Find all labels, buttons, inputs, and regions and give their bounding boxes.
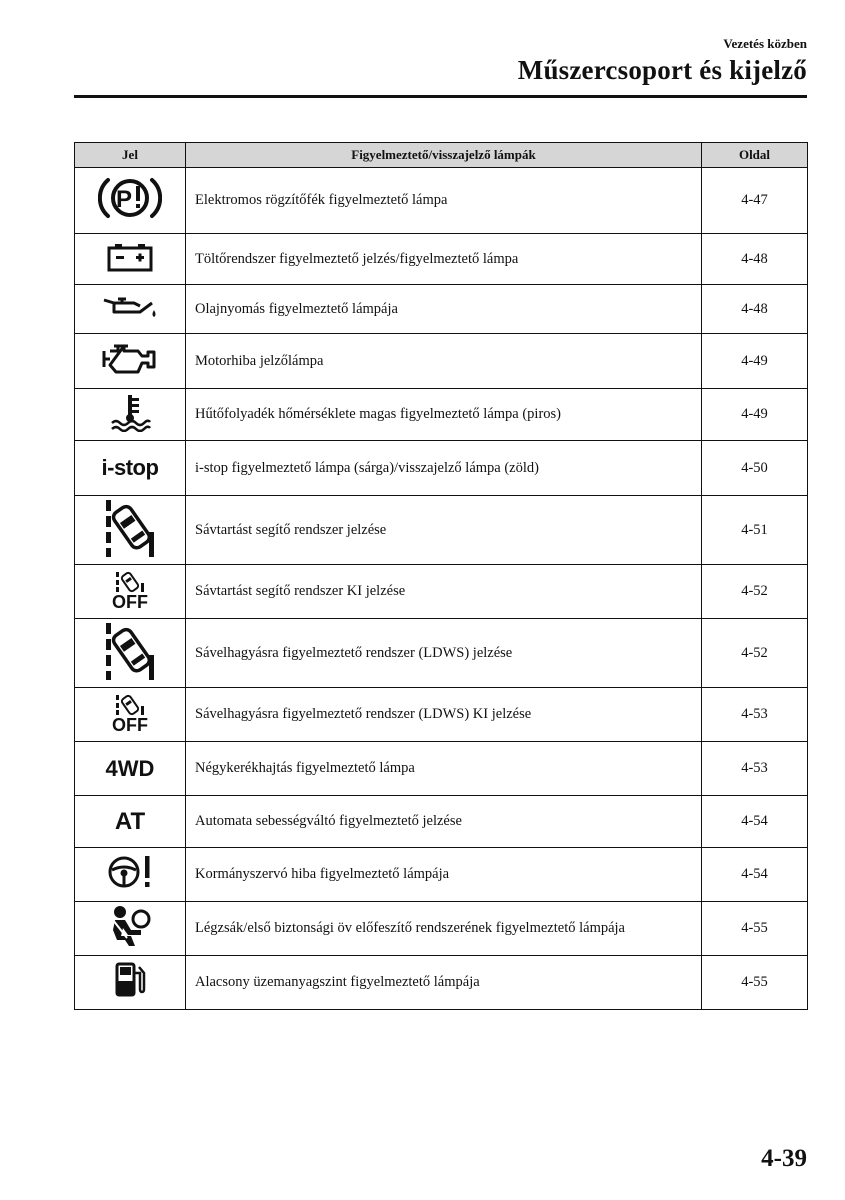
off-label: OFF — [112, 591, 148, 612]
description-cell: Négykerékhajtás figyelmeztető lámpa — [186, 742, 702, 796]
description-cell: Hűtőfolyadék hőmérséklete magas figyelmeztető lámpa (piros) — [186, 389, 702, 441]
page-reference: 4-49 — [702, 389, 808, 441]
symbol-cell — [75, 902, 186, 956]
description-cell: Sávelhagyásra figyelmeztető rendszer (LDWS) jelzése — [186, 619, 702, 688]
page-reference: 4-55 — [702, 956, 808, 1010]
section-header: Vezetés közben — [723, 36, 807, 51]
column-header-page: Oldal — [702, 143, 808, 168]
page-reference: 4-53 — [702, 742, 808, 796]
table-row — [75, 619, 808, 688]
symbol-cell — [75, 619, 186, 688]
battery-icon — [105, 241, 155, 273]
fuel-pump-icon — [112, 961, 148, 999]
engine-icon — [100, 341, 160, 377]
symbol-cell — [75, 848, 186, 902]
symbol-cell — [75, 389, 186, 441]
table-row — [75, 441, 808, 496]
table-row — [75, 168, 808, 234]
table-row — [75, 496, 808, 565]
table-row — [75, 565, 808, 619]
page-reference: 4-53 — [702, 688, 808, 742]
title-rule — [74, 95, 807, 98]
description-cell: Elektromos rögzítőfék figyelmeztető lámpa — [186, 168, 702, 234]
table-row — [75, 848, 808, 902]
i-stop-icon: i-stop — [101, 455, 159, 480]
symbol-cell — [75, 956, 186, 1010]
page-reference: 4-52 — [702, 619, 808, 688]
airbag-icon — [105, 904, 155, 948]
oil-can-icon — [100, 292, 160, 322]
page-reference: 4-50 — [702, 441, 808, 496]
symbol-cell — [75, 168, 186, 234]
symbol-cell — [75, 565, 186, 619]
4wd-icon: 4WD — [105, 755, 155, 781]
table-header-row — [75, 143, 808, 168]
table-row — [75, 334, 808, 389]
symbol-cell — [75, 234, 186, 285]
table-row — [75, 902, 808, 956]
table-row — [75, 742, 808, 796]
electric-parking-brake-icon — [98, 174, 162, 222]
lane-keep-assist-off-icon — [110, 571, 150, 611]
symbol-cell — [75, 796, 186, 848]
page-reference: 4-49 — [702, 334, 808, 389]
power-steering-icon — [106, 853, 154, 891]
page-reference: 4-55 — [702, 902, 808, 956]
lane-departure-warning-icon — [102, 621, 158, 681]
description-cell: Töltőrendszer figyelmeztető jelzés/figyelmeztető lámpa — [186, 234, 702, 285]
description-cell: Sávelhagyásra figyelmeztető rendszer (LDWS) KI jelzése — [186, 688, 702, 742]
symbol-cell — [75, 285, 186, 334]
page-reference: 4-48 — [702, 285, 808, 334]
table-row — [75, 688, 808, 742]
coolant-temperature-icon — [108, 392, 152, 432]
lane-keep-assist-icon — [102, 498, 158, 558]
off-label: OFF — [112, 714, 148, 735]
symbol-cell — [75, 496, 186, 565]
symbol-cell — [75, 334, 186, 389]
table-row — [75, 234, 808, 285]
column-header-symbol: Jel — [75, 143, 186, 168]
page-reference: 4-52 — [702, 565, 808, 619]
description-cell: Automata sebességváltó figyelmeztető jelzése — [186, 796, 702, 848]
at-icon: AT — [114, 807, 146, 835]
description-cell: Olajnyomás figyelmeztető lámpája — [186, 285, 702, 334]
warning-lights-table — [74, 142, 808, 1010]
symbol-cell — [75, 742, 186, 796]
description-cell: i-stop figyelmeztető lámpa (sárga)/visszajelző lámpa (zöld) — [186, 441, 702, 496]
page-reference: 4-48 — [702, 234, 808, 285]
table-row — [75, 389, 808, 441]
page-reference: 4-51 — [702, 496, 808, 565]
page-title: Műszercsoport és kijelző — [517, 55, 807, 85]
lane-departure-warning-off-icon — [110, 694, 150, 734]
column-header-description: Figyelmeztető/visszajelző lámpák — [186, 143, 702, 168]
table-row — [75, 796, 808, 848]
description-cell: Légzsák/első biztonsági öv előfeszítő rendszerének figyelmeztető lámpája — [186, 902, 702, 956]
description-cell: Kormányszervó hiba figyelmeztető lámpája — [186, 848, 702, 902]
description-cell: Sávtartást segítő rendszer KI jelzése — [186, 565, 702, 619]
page-reference: 4-54 — [702, 848, 808, 902]
page-number: 4-39 — [761, 1145, 807, 1172]
description-cell: Sávtartást segítő rendszer jelzése — [186, 496, 702, 565]
symbol-cell — [75, 441, 186, 496]
description-cell: Alacsony üzemanyagszint figyelmeztető lámpája — [186, 956, 702, 1010]
svg-text:P: P — [115, 186, 133, 213]
table-row — [75, 956, 808, 1010]
description-cell: Motorhiba jelzőlámpa — [186, 334, 702, 389]
table-row — [75, 285, 808, 334]
symbol-cell — [75, 688, 186, 742]
page-reference: 4-47 — [702, 168, 808, 234]
page-reference: 4-54 — [702, 796, 808, 848]
